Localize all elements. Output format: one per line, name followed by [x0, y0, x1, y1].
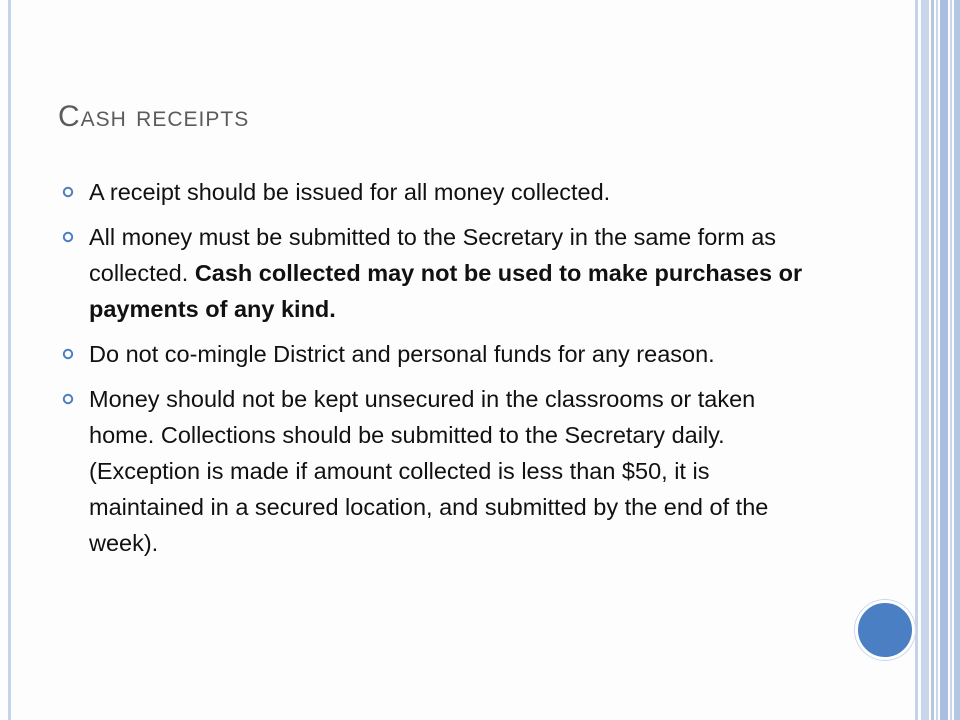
bullet-text: A receipt should be issued for all money collected. [89, 179, 611, 205]
bullet-item [62, 219, 822, 327]
hollow-circle-bullet-icon [62, 231, 74, 243]
hollow-circle-bullet-icon [62, 348, 74, 360]
bullet-text: Money should not be kept unsecured in the classrooms or taken home. Collections should be submitted to the Secretary daily. (Exception is made if amount collected is less than $50, it is maintained in a secured location, and submitted by the end of the week). [89, 386, 769, 556]
bullet-text: Do not co-mingle District and personal funds for any reason. [89, 341, 715, 367]
bullet-item [62, 381, 822, 561]
bullet-list [62, 174, 822, 570]
bullet-text: All money must be submitted to the Secretary in the same form as collected. [89, 224, 777, 286]
hollow-circle-bullet-icon [62, 186, 74, 198]
bullet-item [62, 336, 822, 372]
bullet-item [62, 174, 822, 210]
slide-title: Cash receipts [58, 100, 250, 133]
bullet-bold-text: Cash collected may not be used to make purchases or payments of any kind. [89, 260, 803, 322]
decorative-blue-circle [855, 600, 915, 660]
hollow-circle-bullet-icon [62, 393, 74, 405]
